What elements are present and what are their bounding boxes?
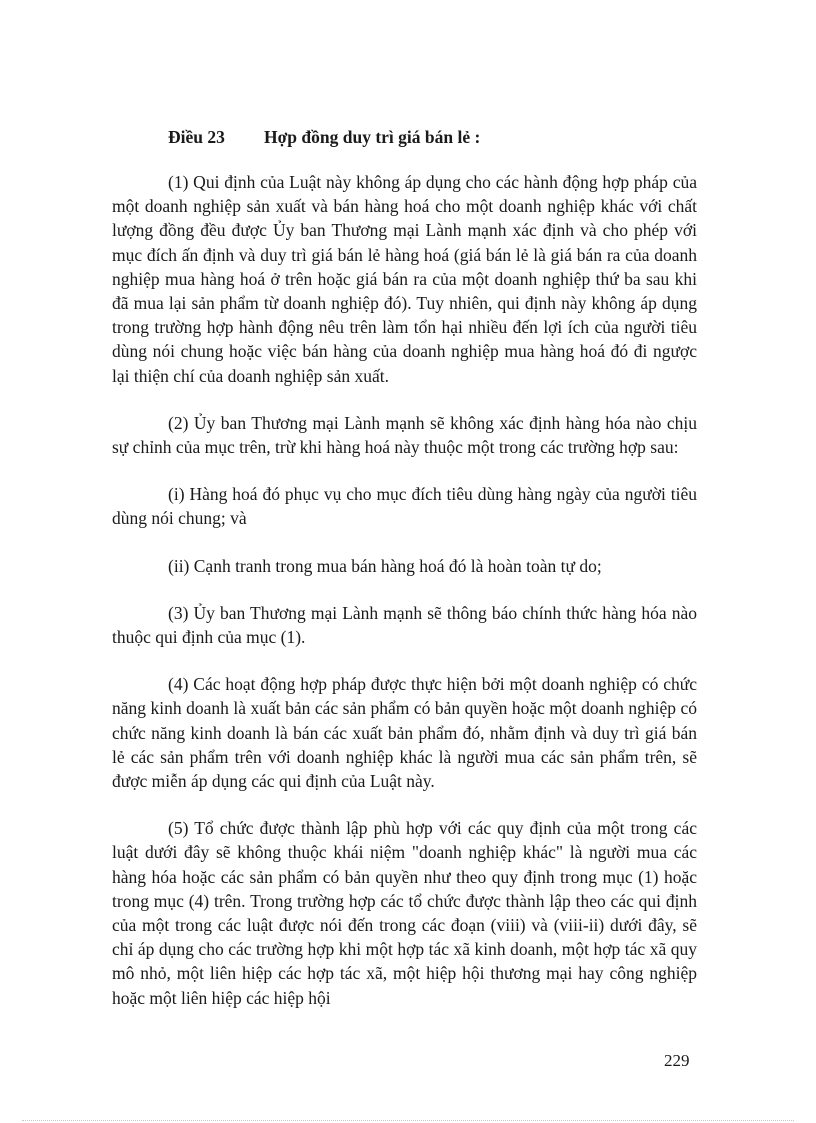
page-number: 229 bbox=[664, 1051, 690, 1070]
paragraph-5: (5) Tổ chức được thành lập phù hợp với các quy định của một trong các luật dưới đây sẽ không thuộc khái niệm "doanh nghiệp khác" là người mua các hàng hóa hoặc các sản phẩm có bản quyền như theo quy định trong mục (1) hoặc trong mục (4) trên. Trong trường hợp các tổ chức được thành lập theo các qui định của một trong các luật được nói đến trong các đoạn (viii) và (viii-ii) dưới đây, sẽ chỉ áp dụng cho các trường hợp khi một hợp tác xã kinh doanh, một hợp tác xã quy mô nhỏ, một liên hiệp các hợp tác xã, một hiệp hội thương mại hay công nghiệp hoặc một liên hiệp các hiệp hội bbox=[112, 818, 697, 1008]
paragraph-1: (1) Qui định của Luật này không áp dụng cho các hành động hợp pháp của một doanh nghiệp sản xuất và bán hàng hoá cho một doanh nghiệp khác với chất lượng đồng đều được Ủy ban Thương mại Lành mạnh xác định và cho phép với mục đích ấn định và duy trì giá bán lẻ hàng hoá (giá bán lẻ là giá bán ra của doanh nghiệp mua hàng hoá ở trên hoặc giá bán ra của một doanh nghiệp thứ ba sau khi đã mua lại sản phẩm từ doanh nghiệp đó). Tuy nhiên, qui định này không áp dụng trong trường hợp hành động nêu trên làm tổn hại nhiều đến lợi ích của người tiêu dùng nói chung hoặc việc bán hàng của doanh nghiệp mua hàng hoá đó đi ngược lại thiện chí của doanh nghiệp sản xuất. bbox=[112, 172, 697, 386]
paragraph-2: (2) Ủy ban Thương mại Lành mạnh sẽ không xác định hàng hóa nào chịu sự chỉnh của mục trên, trừ khi hàng hoá này thuộc một trong các trường hợp sau: bbox=[112, 412, 697, 458]
article-number: Điều 23 bbox=[168, 127, 225, 147]
article-title: Hợp đồng duy trì giá bán lẻ : bbox=[264, 127, 481, 147]
article-heading bbox=[168, 126, 480, 148]
page-bottom-divider bbox=[22, 1120, 794, 1121]
paragraph-2-item-i: (i) Hàng hoá đó phục vụ cho mục đích tiêu dùng hàng ngày của người tiêu dùng nói chung; và bbox=[112, 484, 697, 529]
paragraph-2-item-ii: (ii) Cạnh tranh trong mua bán hàng hoá đó là hoàn toàn tự do; bbox=[168, 555, 602, 576]
paragraph-4: (4) Các hoạt động hợp pháp được thực hiện bởi một doanh nghiệp có chức năng kinh doanh là xuất bản các sản phẩm có bản quyền hoặc một doanh nghiệp có chức năng kinh doanh là bán các xuất bản phẩm đó, nhằm định và duy trì giá bán lẻ các sản phẩm trên với doanh nghiệp khác là người mua các sản phẩm trên, sẽ được miễn áp dụng các qui định của Luật này. bbox=[112, 674, 697, 792]
article-body bbox=[112, 170, 697, 1033]
paragraph-3: (3) Ủy ban Thương mại Lành mạnh sẽ thông báo chính thức hàng hóa nào thuộc qui định của mục (1). bbox=[112, 602, 697, 648]
